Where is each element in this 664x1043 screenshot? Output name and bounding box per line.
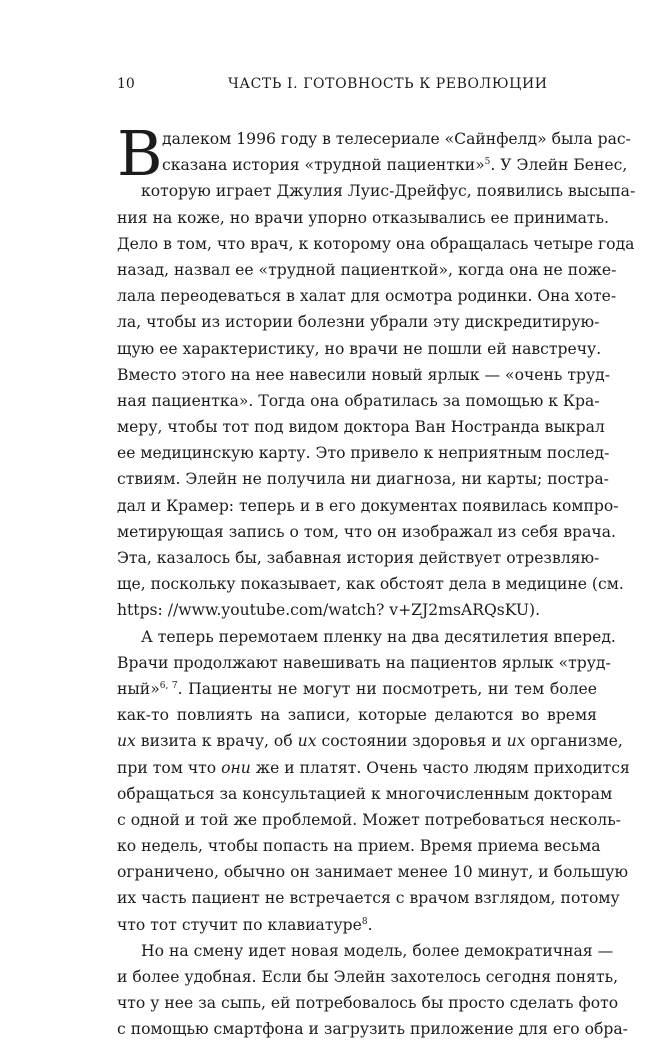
text-line: Вместо этого на нее навесили новый ярлык — «очень труд- [117,365,610,384]
text-line: меру, чтобы тот под видом доктора Ван Ностранда выкрал [117,418,605,437]
text-line: ния на коже, но врачи упорно отказывались ее принимать. [117,208,609,227]
text-line: назад, назвал ее «трудной пациенткой», когда она не поже- [117,260,617,279]
text-line: сказана история «трудной пациентки»$^5$. У Элейн Бенес, [162,156,628,175]
text-line: Эта, казалось бы, забавная история действует отрезвляю- [117,549,600,567]
text-line: ствиям. Элейн не получила ни диагноза, ни карты; постра- [117,470,609,489]
text-line: А теперь перемотаем пленку на два десятилетия вперед. [141,627,616,646]
text-line: обращаться за консультацией к многочисленным докторам [117,784,613,803]
text-line: их визита к врачу, об их состоянии здоровья и их организме, [117,732,623,751]
footnote-ref: 6, 7 [159,680,178,691]
page-number: 10 [117,76,135,92]
body-text [117,117,636,1043]
text-line: их часть пациент не встречается с врачом взглядом, потому [117,889,620,908]
text-line: как-то повлиять на записи, которые делаются во время [117,706,597,725]
text-line: Но на смену идет новая модель, более демократичная — [141,941,614,960]
text-line: ла, чтобы из истории болезни убрали эту дискредитирую- [117,313,600,332]
text-line: https: //www.youtube.com/watch? v+ZJ2msARQsKU). [117,601,541,620]
text-line: с одной и той же проблемой. Может потребоваться несколь- [117,810,621,829]
text-line: ограничено, обычно он занимает менее 10 минут, и большую [117,863,629,882]
text-line: ко недель, чтобы попасть на прием. Время приема весьма [117,837,601,856]
text-line: метирующая запись о том, что он изображал из себя врача. [117,522,616,541]
text-line: Врачи продолжают навешивать на пациентов ярлык «труд- [117,653,611,672]
footnote-ref: 5 [484,157,491,168]
text-line: далеком 1996 году в телесериале «Сайнфелд» была рас- [162,130,631,148]
text-line: ная пациентка». Тогда она обратилась за помощью к Кра- [117,391,600,410]
page-header [117,74,597,94]
drop-cap: В [117,117,163,190]
text-line: при том что они же и платят. Очень часто людям приходится [117,758,630,777]
text-line: лала переодеваться в халат для осмотра родинки. Она хоте- [117,287,617,306]
running-head: ЧАСТЬ I. ГОТОВНОСТЬ К РЕВОЛЮЦИИ [228,76,548,92]
text-line: что у нее за сыпь, ей потребовалось бы просто сделать фото [117,994,619,1013]
text-line: Дело в том, что врач, к которому она обращалась четыре года [117,234,635,253]
text-line: что тот стучит по клавиатуре$^8$. [117,915,373,934]
text-line: которую играет Джулия Луис-Дрейфус, появились высыпа- [141,182,636,201]
text-line: дал и Крамер: теперь и в его документах появилась компро- [117,496,619,515]
text-line: с помощью смартфона и загрузить приложение для его обра- [117,1020,628,1039]
text-line: ще, поскольку показывает, как обстоят дела в медицине (см. [117,575,624,594]
text-line: щую ее характеристику, но врачи не пошли ей навстречу. [117,339,602,358]
text-line: ее медицинскую карту. Это привело к неприятным послед- [117,444,610,463]
text-line: ный»$^{6, 7}$. Пациенты не могут ни посмотреть, ни тем более [117,679,597,698]
footnote-ref: 8 [361,916,368,927]
text-line: и более удобная. Если бы Элейн захотелось сегодня понять, [117,968,619,986]
